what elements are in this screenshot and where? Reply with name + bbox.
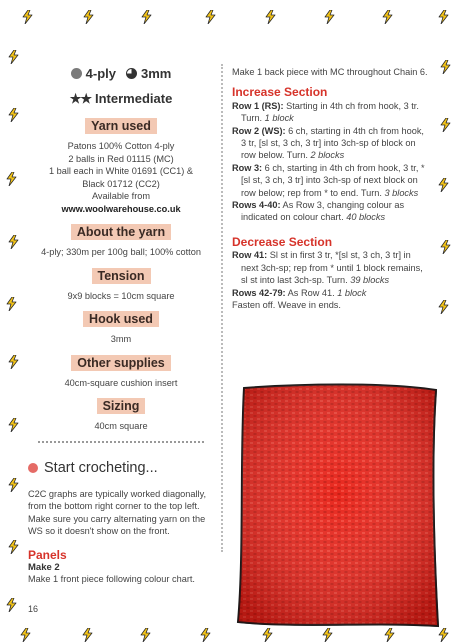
about-yarn-text: 4-ply; 330m per 100g ball; 100% cotton — [41, 247, 201, 257]
hook-size-icon — [126, 68, 137, 79]
yarn-line: Patons 100% Cotton 4-ply — [67, 141, 175, 151]
yarn-line: 1 ball each in White 01691 (CC1) & — [48, 166, 193, 176]
lightning-bolt-icon — [382, 10, 393, 24]
row-block-count: 1 block — [264, 113, 294, 124]
row-block-count: 1 block — [337, 287, 367, 298]
page-number: 16 — [28, 604, 39, 614]
back-piece-intro: Make 1 back piece with MC throughout Chain 6. — [232, 67, 428, 77]
other-supplies-heading: Other supplies — [71, 355, 171, 371]
increase-row — [232, 100, 430, 125]
about-yarn-heading: About the yarn — [71, 224, 171, 240]
sizing-text: 40cm square — [94, 421, 148, 431]
row-instructions: 6 ch, starting in 4th ch from hook, 3 tr, *[sl st, 3 ch, 3 tr] into 3ch-sp of next block on row below; rep from * to end. Turn. — [241, 162, 425, 198]
hook-used-text: 3mm — [110, 334, 132, 344]
lightning-bolt-icon — [324, 10, 335, 24]
lightning-bolt-icon — [22, 10, 33, 24]
difficulty-level — [28, 91, 214, 107]
lightning-bolt-icon — [265, 10, 276, 24]
lightning-bolt-icon — [205, 10, 216, 24]
make-2-text: Make 1 front piece following colour chart. — [28, 573, 195, 584]
cushion-photo — [236, 382, 439, 630]
yarn-line: Black 01712 (CC2) — [82, 178, 160, 189]
row-label: Rows 42-79: — [232, 287, 286, 298]
make-2-heading: Make 2 — [28, 561, 60, 573]
start-crocheting-heading — [28, 460, 213, 476]
row-block-count: 40 blocks — [346, 212, 386, 223]
row-block-count: 2 blocks — [310, 150, 345, 161]
panels-heading: Panels — [28, 547, 67, 562]
intro-paragraph: C2C graphs are typically worked diagonally, from the bottom right corner to the top left. Make sure you carry alternating yarn on the WS so it doesn't show on the front. — [28, 489, 207, 537]
hook-info — [126, 66, 171, 81]
section-divider — [38, 441, 204, 443]
right-column — [232, 66, 430, 311]
lightning-bolt-icon — [8, 108, 19, 122]
yarn-ball-icon — [71, 68, 82, 79]
increase-section-heading: Increase Section — [232, 85, 328, 100]
decrease-section-heading: Decrease Section — [232, 234, 333, 249]
row-label: Row 41: — [232, 250, 268, 261]
lightning-bolt-icon — [438, 178, 449, 192]
lightning-bolt-icon — [83, 10, 94, 24]
increase-row — [232, 162, 430, 199]
star-icon: ★★ — [69, 91, 91, 106]
row-label: Row 2 (WS): — [232, 125, 286, 136]
row-instructions: As Row 41. — [285, 287, 338, 298]
lightning-bolt-icon — [438, 10, 449, 24]
increase-rows — [232, 100, 430, 224]
row-instructions: Starting in 4th ch from hook, 3 tr. Turn. — [241, 100, 419, 124]
ply-info — [71, 66, 116, 81]
yarn-line: 2 balls in Red 01115 (MC) — [68, 153, 174, 164]
meta-row — [28, 66, 214, 81]
lightning-bolt-icon — [8, 355, 19, 369]
tension-heading: Tension — [92, 268, 151, 284]
ply-label: 4-ply — [85, 66, 116, 81]
row-instructions: 6 ch, starting in 4th ch from hook, 3 tr, [sl st, 3 ch, 3 tr] into 3ch-sp of block on row below. Turn. — [241, 125, 424, 161]
fasten-off-text: Fasten off. Weave in ends. — [232, 299, 341, 310]
hook-size-label: 3mm — [140, 66, 172, 81]
increase-row — [232, 125, 430, 162]
lightning-bolt-icon — [8, 540, 19, 554]
decrease-row — [232, 249, 430, 286]
lightning-bolt-icon — [438, 300, 449, 314]
difficulty-label: Intermediate — [95, 91, 173, 106]
lightning-bolt-icon — [141, 10, 152, 24]
row-label: Row 1 (RS): — [232, 100, 284, 111]
start-title-text: Start crocheting... — [44, 460, 158, 476]
lightning-bolt-icon — [8, 235, 19, 249]
lightning-bolt-icon — [8, 478, 19, 492]
sizing-heading: Sizing — [97, 398, 146, 414]
lightning-bolt-icon — [440, 240, 451, 254]
increase-row — [232, 199, 430, 224]
start-crocheting-section — [28, 460, 213, 585]
lightning-bolt-icon — [8, 418, 19, 432]
lightning-bolt-icon — [440, 60, 451, 74]
lightning-bolt-icon — [8, 50, 19, 64]
decrease-row — [232, 287, 430, 299]
other-supplies-text: 40cm-square cushion insert — [64, 377, 178, 388]
yarn-used-text — [28, 140, 214, 215]
row-instructions: Sl st in first 3 tr, *[sl st, 3 ch, 3 tr] in next 3ch-sp; rep from * until 1 block remains, sl st into last 3ch-sp. Turn. — [241, 250, 423, 286]
yarn-line: Available from — [91, 191, 151, 201]
supplier-link[interactable]: www.woolwarehouse.co.uk — [61, 203, 181, 214]
lightning-bolt-icon — [6, 172, 17, 186]
bullet-icon — [28, 463, 38, 473]
row-label: Row 3: — [232, 162, 263, 173]
row-block-count: 3 blocks — [384, 187, 419, 198]
row-label: Rows 4-40: — [232, 200, 281, 211]
row-instructions: As Row 3, changing colour as indicated on colour chart. — [241, 200, 405, 223]
hook-used-heading: Hook used — [83, 311, 159, 327]
lightning-bolt-icon — [6, 297, 17, 311]
yarn-used-heading: Yarn used — [85, 118, 157, 134]
lightning-bolt-icon — [440, 118, 451, 132]
row-block-count: 39 blocks — [350, 275, 390, 286]
tension-text: 9x9 blocks = 10cm square — [67, 290, 175, 301]
left-column — [28, 62, 214, 443]
column-divider — [221, 64, 223, 552]
lightning-bolt-icon — [6, 598, 17, 612]
cushion-image — [236, 382, 439, 630]
decrease-rows — [232, 249, 430, 299]
